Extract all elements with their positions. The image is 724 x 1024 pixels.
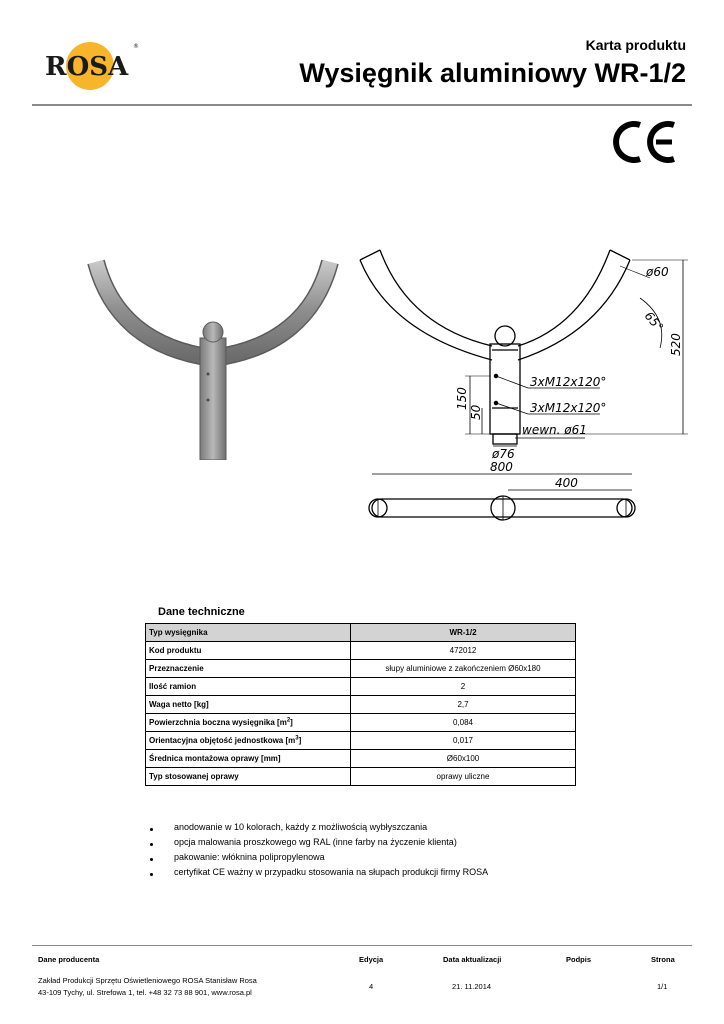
spec-label: Orientacyjna objętość jednostkowa $[m^3]$: [146, 732, 351, 750]
spec-value: 2,7: [351, 696, 576, 714]
list-item: certyfikat CE ważny w przypadku stosowania na słupach produkcji firmy ROSA: [148, 865, 588, 880]
table-row: [146, 624, 576, 642]
ce-mark-icon: [612, 120, 676, 164]
edition-value: 4: [369, 982, 374, 991]
spec-value: 0,017: [351, 732, 576, 750]
technical-drawing: [350, 238, 695, 538]
spec-value: oprawy uliczne: [351, 768, 576, 786]
svg-text:®: ®: [133, 43, 139, 50]
table-row: [146, 678, 576, 696]
edition-label: Edycja: [359, 955, 384, 964]
spec-label: Średnica montażowa oprawy [mm]: [146, 750, 351, 768]
producer-label: Dane producenta: [38, 955, 100, 964]
updated-label: Data aktualizacji: [443, 955, 502, 964]
spec-value: Ø60x100: [351, 750, 576, 768]
spec-label: Przeznaczenie: [146, 660, 351, 678]
spec-value: 2: [351, 678, 576, 696]
table-row: [146, 642, 576, 660]
svg-text:400: 400: [555, 476, 578, 490]
spec-label: Kod produktu: [146, 642, 351, 660]
table-row: [146, 714, 576, 732]
updated-value: 21. 11.2014: [452, 982, 492, 991]
spec-label: Ilość ramion: [146, 678, 351, 696]
spec-table: [145, 623, 576, 786]
table-row: [146, 696, 576, 714]
page-title: Wysięgnik aluminiowy WR-1/2: [299, 58, 686, 88]
svg-text:150: 150: [455, 387, 469, 410]
svg-text:3xM12x120°: 3xM12x120°: [530, 401, 607, 415]
spec-value: 0,084: [351, 714, 576, 732]
page-value: 1/1: [657, 982, 668, 991]
feature-list: [148, 820, 588, 880]
signature-label: Podpis: [566, 955, 592, 964]
list-item: pakowanie: włóknina polipropylenowa: [148, 850, 588, 865]
spec-value: 472012: [351, 642, 576, 660]
page-label: Strona: [651, 955, 675, 964]
svg-text:520: 520: [669, 333, 683, 356]
list-item: anodowanie w 10 kolorach, każdy z możliwością wybłyszczania: [148, 820, 588, 835]
table-row: [146, 732, 576, 750]
spec-value: WR-1/2: [351, 624, 576, 642]
footer-divider: [32, 945, 692, 946]
svg-text:ROSA: ROSA: [45, 52, 129, 82]
spec-label: Typ wysięgnika: [146, 624, 351, 642]
svg-text:65°: 65°: [641, 308, 667, 335]
producer-address-line2: 43-109 Tychy, ul. Strefowa 1, tel. +48 32 73 88 901, www.rosa.pl: [38, 988, 252, 997]
spec-label: Typ stosowanej oprawy: [146, 768, 351, 786]
producer-address-line1: Zakład Produkcji Sprzętu Oświetleniowego ROSA Stanisław Rosa: [38, 976, 257, 985]
svg-text:ø60: ø60: [646, 265, 669, 279]
header-divider: [32, 104, 692, 106]
svg-text:50: 50: [469, 404, 483, 420]
spec-value: słupy aluminiowe z zakończeniem Ø60x180: [351, 660, 576, 678]
list-item: opcja malowania proszkowego wg RAL (inne farby na życzenie klienta): [148, 835, 588, 850]
table-row: [146, 750, 576, 768]
specs-heading: Dane techniczne: [158, 606, 245, 618]
spec-label: Powierzchnia boczna wysięgnika $[m^2]$: [146, 714, 351, 732]
product-photo: [78, 250, 348, 460]
svg-text:800: 800: [490, 460, 513, 474]
document-kicker: Karta produktu: [585, 37, 686, 53]
rosa-logo: [42, 40, 142, 92]
table-row: [146, 660, 576, 678]
table-row: [146, 768, 576, 786]
svg-text:wewn. ø61: wewn. ø61: [522, 423, 587, 437]
svg-text:ø76: ø76: [492, 447, 515, 461]
spec-label: Waga netto [kg]: [146, 696, 351, 714]
svg-text:3xM12x120°: 3xM12x120°: [530, 375, 607, 389]
